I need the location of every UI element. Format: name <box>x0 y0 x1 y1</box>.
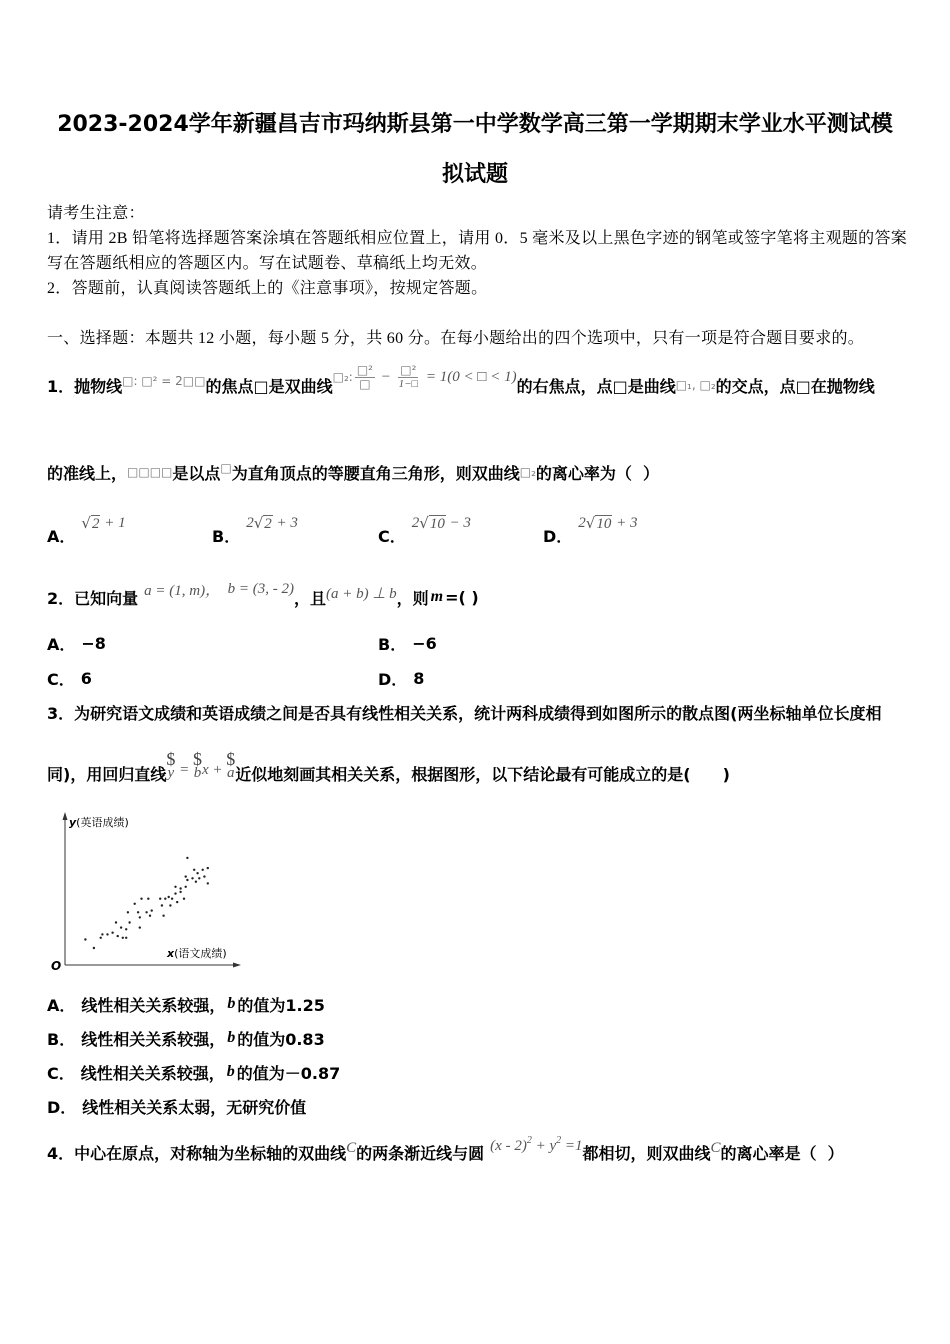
option-value: −6 <box>412 633 437 653</box>
radicand: 10 <box>596 515 612 532</box>
q3-stem-text: 同)，用回归直线 <box>47 764 167 784</box>
scatter-point <box>162 915 164 917</box>
q1-option-a <box>47 514 126 547</box>
minus-sign: − <box>376 368 395 385</box>
scatter-point <box>134 903 136 905</box>
scatter-point <box>186 879 188 881</box>
scatter-point <box>159 898 161 900</box>
q3-option-c <box>47 1060 340 1084</box>
vector-b: b = (3, - 2) <box>220 580 294 597</box>
q3-option-a <box>47 992 325 1016</box>
symbol-y: y <box>167 765 175 781</box>
coefficient: 2 <box>578 514 586 531</box>
option-label: D． <box>378 669 408 689</box>
option-formula <box>81 514 125 532</box>
circle-term-y: + y <box>531 1137 557 1154</box>
scatter-point <box>164 898 166 900</box>
circle-equals: =1 <box>561 1137 583 1154</box>
symbol-a: a <box>227 765 235 781</box>
x-axis-variable: x <box>167 947 175 960</box>
q3-option-d <box>47 1094 306 1118</box>
scatter-point <box>176 901 178 903</box>
q2-option-b <box>378 631 437 655</box>
q3-option-b <box>47 1026 325 1050</box>
q3-stem-line2 <box>47 749 730 785</box>
q2-variable-m: m <box>430 588 444 605</box>
x-axis-arrow <box>233 963 241 968</box>
hat-symbol: $ <box>192 749 202 769</box>
q2-stem <box>47 580 479 609</box>
scatter-point <box>128 921 130 923</box>
option-rest: + 3 <box>272 514 298 531</box>
scatter-point <box>183 898 185 900</box>
q2-stem-text: ，且 <box>293 588 326 608</box>
option-text: 线性相关关系较强， <box>81 1029 226 1049</box>
hyperbola-label: □₂: <box>332 370 353 384</box>
hat-b <box>193 751 202 779</box>
notice-item1-line1: 1．请用 2B 铅笔将选择题答案涂填在答题纸相应位置上，请用 0．5 毫米及以上黑色字迹的钢笔或签字笔将主观题的答案 <box>47 229 908 247</box>
q4-stem <box>47 1134 844 1164</box>
scatter-points <box>84 857 209 950</box>
q1-option-b <box>212 514 298 547</box>
option-rest: + 1 <box>100 514 126 531</box>
vector-a: a = (1, m)， <box>144 582 221 599</box>
fraction-numerator: □² <box>400 362 417 377</box>
radicand: 2 <box>91 515 100 532</box>
q2-option-a <box>47 631 106 655</box>
plus-sign: + <box>208 762 227 778</box>
scatter-point <box>151 909 153 911</box>
symbol-b: b <box>193 765 202 781</box>
option-label: D． <box>543 526 573 546</box>
scatter-point <box>161 904 163 906</box>
q2-condition-formula: (a + b) ⊥ b <box>325 585 397 602</box>
q1-stem-text: 为直角顶点的等腰直角三角形，则双曲线 <box>231 463 520 483</box>
option-label: A． <box>47 995 76 1015</box>
q1-option-c <box>378 514 471 547</box>
circle-term-x: (x - 2) <box>490 1137 527 1154</box>
hyperbola-condition: = 1(0 < □ < 1) <box>422 368 517 385</box>
notice-item2: 2．答题前，认真阅读答题纸上的《注意事项》，按规定答题。 <box>47 279 488 297</box>
scatter-point <box>171 898 173 900</box>
scatter-point <box>179 887 181 889</box>
radical-sign: √ <box>419 514 429 532</box>
option-formula <box>412 514 471 532</box>
q1-stem-text: 是以点 <box>172 463 221 483</box>
scatter-point <box>207 882 209 884</box>
q4-stem-text: 的离心率是（ ） <box>720 1143 844 1163</box>
option-label: B． <box>212 526 241 546</box>
scatter-point <box>149 915 151 917</box>
option-formula <box>578 514 637 532</box>
option-label: B． <box>47 1029 76 1049</box>
q1-stem-line1 <box>47 362 875 405</box>
radicand: 10 <box>429 515 445 532</box>
fraction <box>397 364 421 391</box>
scatter-point <box>84 938 86 940</box>
option-label: A． <box>47 634 76 654</box>
q1-option-d <box>543 514 638 547</box>
scatter-point <box>122 937 124 939</box>
exam-title-line2: 拟试题 <box>441 162 508 187</box>
option-variable: b <box>226 1063 235 1080</box>
y-axis-text: (英语成绩) <box>76 816 129 829</box>
hat-symbol: $ <box>166 749 176 769</box>
option-rest: + 3 <box>612 514 638 531</box>
scatter-point <box>202 869 204 871</box>
scatter-point <box>179 891 181 893</box>
fraction-denominator: □ <box>359 376 371 391</box>
option-text: 线性相关关系较强， <box>80 1063 225 1083</box>
option-label: C． <box>378 526 406 546</box>
option-variable: b <box>227 1029 236 1046</box>
notice-item1-line2: 写在答题纸相应的答题区内。写在试题卷、草稿纸上均无效。 <box>47 254 488 272</box>
q2-vectors-formula <box>144 579 294 600</box>
fraction <box>355 364 375 391</box>
coefficient: 2 <box>411 514 420 531</box>
q4-variable-c: C <box>710 1139 721 1156</box>
option-label: C． <box>47 1063 75 1083</box>
option-label: B． <box>378 634 407 654</box>
q2-stem-text: 2．已知向量 <box>47 588 139 608</box>
scatter-point <box>106 933 108 935</box>
option-label: A． <box>47 526 76 546</box>
scatter-point <box>203 875 205 877</box>
option-value: 6 <box>80 668 92 688</box>
scatter-point <box>147 898 149 900</box>
q4-circle-formula <box>490 1134 583 1155</box>
radical-sign: √ <box>253 514 264 532</box>
option-label: C． <box>47 669 75 689</box>
option-value: −8 <box>81 633 106 653</box>
scatter-point <box>100 937 102 939</box>
option-text: 线性相关关系较强， <box>81 995 226 1015</box>
scatter-point <box>145 911 147 913</box>
q1-stem-text: 的交点，点□在抛物线 <box>715 376 875 396</box>
scatter-point <box>198 877 200 879</box>
scatter-point <box>191 877 193 879</box>
symbol-x: x <box>201 762 209 778</box>
y-axis-variable: y <box>69 816 77 829</box>
scatter-point <box>174 892 176 894</box>
radical-sign: √ <box>585 514 596 532</box>
option-text: 的值为－0.87 <box>236 1063 341 1083</box>
q3-stem-line1: 3．为研究语文成绩和英语成绩之间是否具有线性相关关系，统计两科成绩得到如图所示的散点图(两坐标轴单位长度相 <box>47 703 882 723</box>
option-value: 8 <box>413 668 425 688</box>
scatter-point <box>207 867 209 869</box>
q1-stem-text: 的右焦点，点□是曲线 <box>516 376 676 396</box>
scatter-point <box>125 928 127 930</box>
q4-stem-text: 都相切，则双曲线 <box>582 1143 711 1163</box>
regression-equation <box>166 751 235 779</box>
q1-parabola-formula: □: □² = 2□□ <box>122 374 206 388</box>
q1-triangle-formula: □□□□ <box>127 465 173 479</box>
q1-hyperbola-name: □₂ <box>519 465 536 479</box>
q1-stem-line2 <box>47 460 659 484</box>
q4-stem-text: 4．中心在原点，对称轴为坐标轴的双曲线 <box>47 1143 347 1163</box>
fraction-numerator: □² <box>356 362 373 377</box>
y-axis-arrow <box>63 812 68 820</box>
option-formula <box>246 514 298 532</box>
x-axis-text: (语文成绩) <box>174 947 227 960</box>
scatter-point <box>127 911 129 913</box>
scatter-point <box>185 875 187 877</box>
q1-stem-text: 的准线上， <box>47 463 128 483</box>
hat-symbol: $ <box>226 749 236 769</box>
scatter-point <box>193 869 195 871</box>
exponent: 2 <box>526 1134 532 1146</box>
scatter-point <box>139 916 141 918</box>
coefficient: 2 <box>246 514 254 531</box>
q1-curves-formula: □₁, □₂ <box>675 378 716 392</box>
scatter-point <box>117 935 119 937</box>
fraction-denominator: 1−□ <box>398 377 419 390</box>
scatter-point <box>174 886 176 888</box>
radical-sign: √ <box>81 514 91 532</box>
scatter-point <box>185 886 187 888</box>
q2-option-c <box>47 666 92 690</box>
q2-option-d <box>378 666 424 690</box>
notice-heading: 请考生注意： <box>47 204 145 222</box>
x-axis-label <box>166 946 227 960</box>
option-variable: b <box>227 995 236 1012</box>
exam-title-line1: 2023-2024学年新疆昌吉市玛纳斯县第一中学数学高三第一学期期末学业水平测试模 <box>57 112 893 137</box>
radicand: 2 <box>264 515 272 532</box>
scatter-point <box>115 921 117 923</box>
q1-hyperbola-formula <box>333 364 517 391</box>
equals-sign: = <box>175 762 193 778</box>
scatter-point <box>196 872 198 874</box>
scatter-point <box>186 857 188 859</box>
y-axis-label <box>69 815 129 829</box>
scatter-point <box>168 896 170 898</box>
option-text: 线性相关关系太弱，无研究价值 <box>82 1097 307 1117</box>
exponent: 2 <box>556 1134 562 1146</box>
q1-stem-text: 的焦点□是双曲线 <box>205 376 333 396</box>
q2-stem-text: ，则 <box>396 588 429 608</box>
origin-label: O <box>51 959 62 973</box>
scatter-point <box>111 932 113 934</box>
scatter-point <box>139 926 141 928</box>
scatter-point <box>140 898 142 900</box>
option-text: 的值为1.25 <box>237 995 325 1015</box>
scatter-point <box>169 904 171 906</box>
q2-stem-text: =( ) <box>445 587 479 607</box>
hat-y <box>166 751 175 779</box>
option-rest: − 3 <box>445 514 471 531</box>
q1-stem-text: 的离心率为（ ） <box>535 463 660 483</box>
q1-point-formula: □ <box>220 461 232 475</box>
scatter-point <box>195 881 197 883</box>
scatter-point <box>137 911 139 913</box>
scatter-plot <box>40 805 250 980</box>
q1-stem-text: 1．抛物线 <box>47 376 123 396</box>
scatter-point <box>125 937 127 939</box>
scatter-point <box>120 926 122 928</box>
q4-stem-text: 的两条渐近线与圆 <box>356 1143 485 1163</box>
scatter-point <box>101 933 103 935</box>
option-text: 的值为0.83 <box>237 1029 325 1049</box>
q3-stem-text: 近似地刻画其相关关系，根据图形，以下结论最有可能成立的是( ) <box>235 764 730 784</box>
hat-a <box>226 751 235 779</box>
q4-variable-c: C <box>346 1139 357 1156</box>
section1-heading: 一、选择题：本题共 12 小题，每小题 5 分，共 60 分。在每小题给出的四个选项中，只有一项是符合题目要求的。 <box>47 329 865 347</box>
option-label: D． <box>47 1097 77 1117</box>
scatter-point <box>93 947 95 949</box>
